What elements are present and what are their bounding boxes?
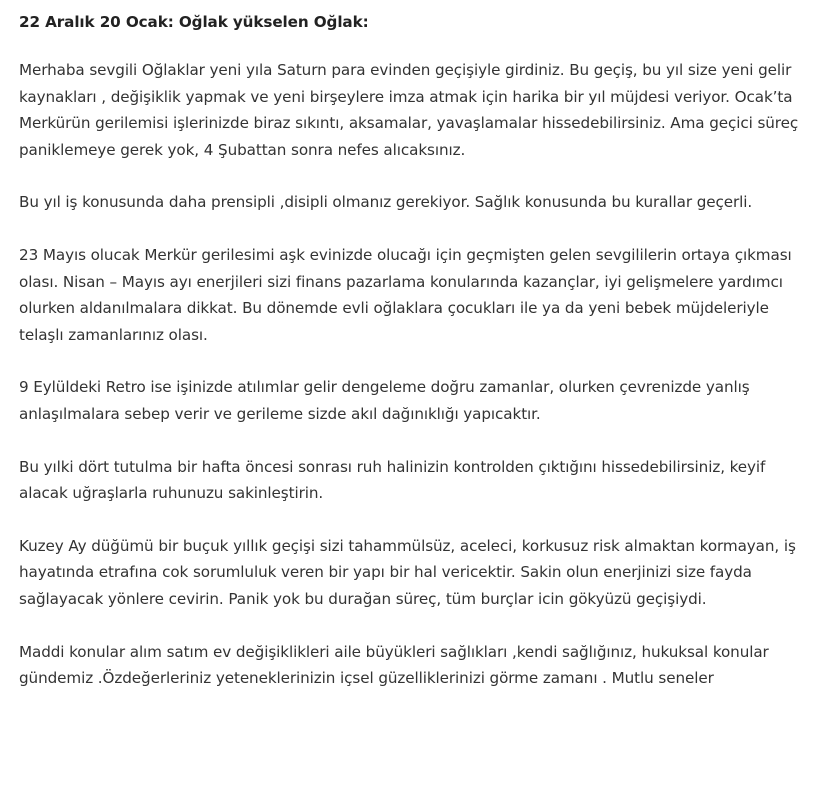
article-heading: 22 Aralık 20 Ocak: Oğlak yükselen Oğlak:	[19, 13, 369, 31]
paragraph-work-health: Bu yıl iş konusunda daha prensipli ,disipli olmanız gerekiyor. Sağlık konusunda bu kurallar geçerli.	[19, 193, 753, 212]
paragraph-north-node: Kuzey Ay düğümü bir buçuk yıllık geçişi sizi tahammülsüz, aceleci, korkusuz risk almaktan kormayan, iş hayatında etrafına cok sorumluluk veren bir yapı bir hal vericektir. Sakin olun enerjinizi size fayda sağlayacak yönlere cevirin. Panik yok bu durağan süreç, tüm burçlar icin gökyüzü geçişiydi.	[19, 536, 796, 608]
article-body	[19, 0, 809, 718]
paragraph-eclipses: Bu yılki dört tutulma bir hafta öncesi sonrası ruh halinizin kontrolden çıktığını hissedebilirsiniz, keyif alacak uğraşlarla ruhunuzu sakinleştirin.	[19, 457, 766, 503]
paragraph-september-retro: 9 Eylüldeki Retro ise işinizde atılımlar gelir dengeleme doğru zamanlar, olurken çevrenizde yanlış anlaşılmalara sebep verir ve gerileme sizde akıl dağınıklığı yapıcaktır.	[19, 378, 750, 423]
paragraph-finances: Maddi konular alım satım ev değişiklikleri aile büyükleri sağlıkları ,kendi sağlığınız, hukuksal konular gündemiz .Özdeğerleriniz yeteneklerinizin içsel güzelliklerinizi görme zamanı . Mutlu seneler	[19, 642, 769, 688]
paragraph-new-year: Merhaba sevgili Oğlaklar yeni yıla Saturn para evinden geçişiyle girdiniz. Bu geçiş, bu yıl size yeni gelir kaynakları , değişiklik yapmak ve yeni birşeylere imza atmak için harika bir yıl müjdesi veriyor. Ocak’ta Merkürün gerilemisi işlerinizde biraz sıkıntı, aksamalar, yavaşlamalar hissedebilirsiniz. Ama geçici süreç paniklemeye gerek yok, 4 Şubattan sonra nefes alıcaksınız.	[19, 61, 799, 159]
paragraph-may-retrograde: 23 Mayıs olucak Merkür gerilesimi aşk evinizde olucağı için geçmişten gelen sevgililerin ortaya çıkması olası. Nisan – Mayıs ayı enerjileri sizi finans pazarlama konularında kazançlar, iyi gelişmelere yardımcı olurken aldanılmalara dikkat. Bu dönemde evli oğlaklara çocukları ile ya da yeni bebek müjdeleriyle telaşlı zamanlarınız olası.	[19, 245, 792, 344]
